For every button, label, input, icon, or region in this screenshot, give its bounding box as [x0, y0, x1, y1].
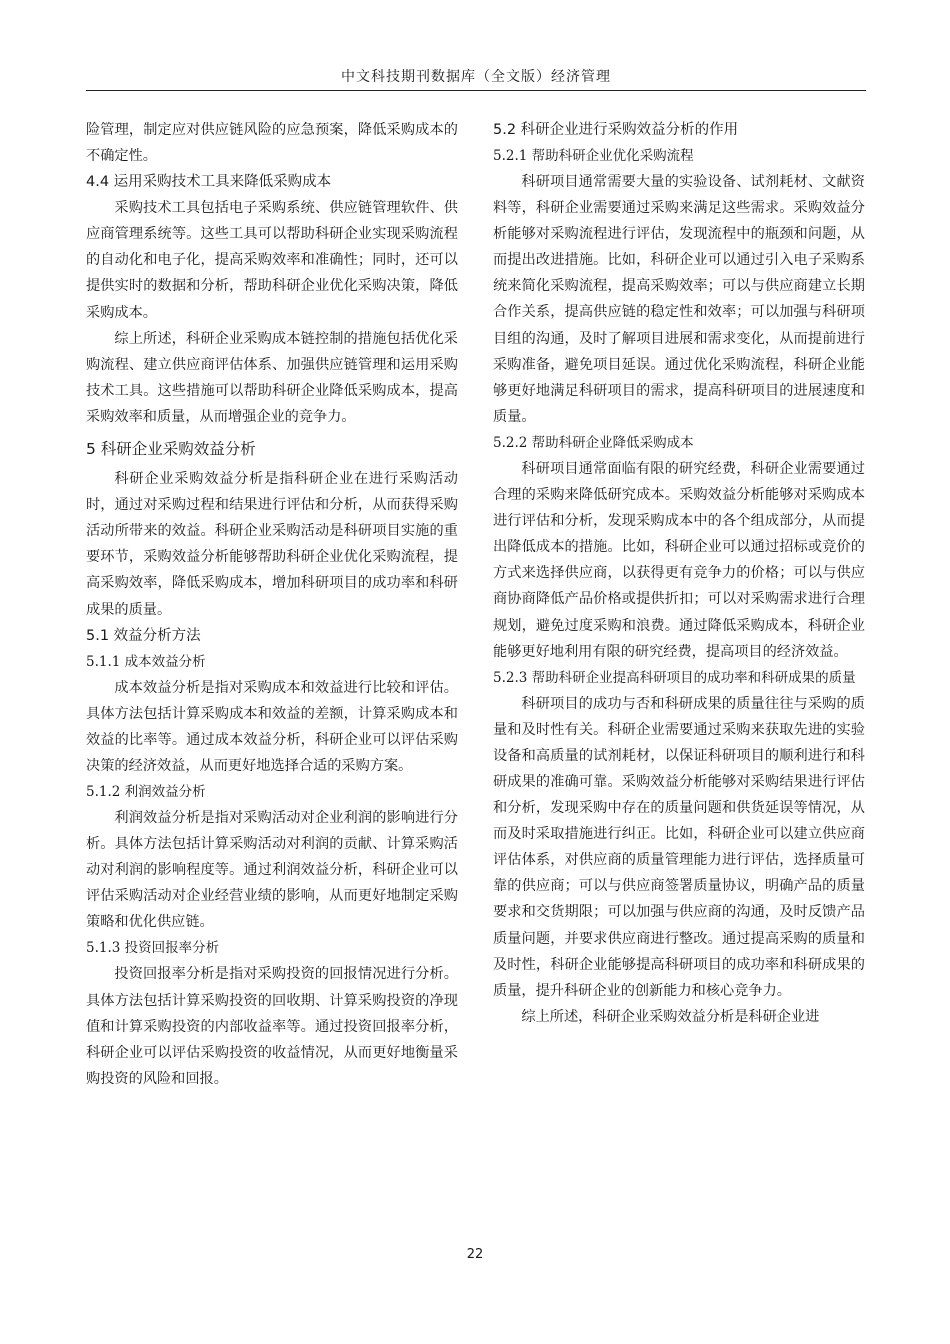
paragraph: 科研项目的成功与否和科研成果的质量往往与采购的质量和及时性有关。科研企业需要通过采购来获取先进的实验设备和高质量的试剂耗材，以保证科研项目的顺利进行和科研成果的准确可靠。采购效益分析能够对采购结果进行评估和分析，发现采购中存在的质量问题和供货延误等情况，从而及时采取措施进行纠正。比如，科研企业可以建立供应商评估体系，对供应商的质量管理能力进行评估，选择质量可靠的供应商；可以与供应商签署质量协议，明确产品的质量要求和交货期限；可以加强与供应商的沟通，及时反馈产品质量问题，并要求供应商进行整改。通过提高采购的质量和及时性，科研企业能够提高科研项目的成功率和科研成果的质量，提升科研企业的创新能力和核心竞争力。 — [493, 695, 865, 999]
paragraph: 科研项目通常面临有限的研究经费，科研企业需要通过合理的采购来降低研究成本。采购效益分析能够对采购成本进行评估和分析，发现采购成本中的各个组成部分，从而提出降低成本的措施。比如，科研企业可以通过招标或竞价的方式来选择供应商，以获得更有竞争力的价格；可以与供应商协商降低产品价格或提供折扣；可以对采购需求进行合理规划，避免过度采购和浪费。通过降低采购成本，科研企业能够更好地利用有限的研究经费，提高项目的经济效益。 — [493, 460, 865, 660]
paragraph: 投资回报率分析是指对采购投资的回报情况进行分析。具体方法包括计算采购投资的回收期、计算采购投资的净现值和计算采购投资的内部收益率等。通过投资回报率分析，科研企业可以评估采购投资的收益情况，从而更好地衡量采购投资的风险和回报。 — [86, 966, 458, 1087]
header-rule — [86, 90, 866, 91]
subsection-heading-5-2-1: 5.2.1 帮助科研企业优化采购流程 — [493, 148, 694, 164]
section-heading-5-2: 5.2 科研企业进行采购效益分析的作用 — [493, 122, 739, 138]
paragraph: 科研企业采购效益分析是指科研企业在进行采购活动时，通过对采购过程和结果进行评估和分析，从而获得采购活动所带来的效益。科研企业采购活动是科研项目实施的重要环节，采购效益分析能够帮助科研企业优化采购流程，提高采购效率，降低采购成本，增加科研项目的成功率和科研成果的质量。 — [86, 471, 458, 618]
section-heading-4-4: 4.4 运用采购技术工具来降低采购成本 — [86, 174, 332, 191]
subsection-heading-5-2-2: 5.2.2 帮助科研企业降低采购成本 — [493, 434, 694, 451]
journal-header: 中文科技期刊数据库（全文版）经济管理 — [341, 69, 611, 85]
paragraph-summary: 综上所述，科研企业采购效益分析是科研企业进 — [521, 1008, 820, 1025]
paragraph-continued: 险管理，制定应对供应链风险的应急预案，降低采购成本的不确定性。 — [86, 122, 458, 165]
paragraph: 成本效益分析是指对采购成本和效益进行比较和评估。具体方法包括计算采购成本和效益的差额，计算采购成本和效益的比率等。通过成本效益分析，科研企业可以评估采购决策的经济效益，从而更好地选择合适的采购方案。 — [86, 679, 458, 774]
section-heading-5-1: 5.1 效益分析方法 — [86, 627, 201, 644]
paragraph: 采购技术工具包括电子采购系统、供应链管理软件、供应商管理系统等。这些工具可以帮助科研企业实现采购流程的自动化和电子化，提高采购效率和准确性；同时，还可以提供实时的数据和分析，帮助科研企业优化采购决策，降低采购成本。 — [86, 200, 458, 321]
subsection-heading-5-1-3: 5.1.3 投资回报率分析 — [86, 940, 220, 957]
paragraph: 科研项目通常需要大量的实验设备、试剂耗材、文献资料等，科研企业需要通过采购来满足这些需求。采购效益分析能够对采购流程进行评估，发现流程中的瓶颈和问题，从而提出改进措施。比如，科研企业可以通过引入电子采购系统来简化采购流程，提高采购效率；可以与供应商建立长期合作关系，提高供应链的稳定性和效率；可以加强与科研项目组的沟通，及时了解项目进展和需求变化，从而提前进行采购准备，避免项目延误。通过优化采购流程，科研企业能够更好地满足科研项目的需求，提高科研项目的进展速度和质量。 — [493, 174, 865, 425]
section-heading-5: 5 科研企业采购效益分析 — [86, 440, 256, 459]
page-number: 22 — [466, 1247, 484, 1262]
right-column — [493, 117, 865, 1030]
subsection-heading-5-2-3: 5.2.3 帮助科研企业提高科研项目的成功率和科研成果的质量 — [493, 669, 856, 686]
subsection-heading-5-1-2: 5.1.2 利润效益分析 — [86, 783, 206, 800]
paragraph: 综上所述，科研企业采购成本链控制的措施包括优化采购流程、建立供应商评估体系、加强供应链管理和运用采购技术工具。这些措施可以帮助科研企业降低采购成本，提高采购效率和质量，从而增强企业的竞争力。 — [86, 330, 458, 425]
left-column — [86, 117, 458, 1092]
subsection-heading-5-1-1: 5.1.1 成本效益分析 — [86, 653, 206, 670]
paragraph: 利润效益分析是指对采购活动对企业利润的影响进行分析。具体方法包括计算采购活动对利润的贡献、计算采购活动对利润的影响程度等。通过利润效益分析，科研企业可以评估采购活动对企业经营业绩的影响，从而更好地制定采购策略和优化供应链。 — [86, 809, 458, 931]
